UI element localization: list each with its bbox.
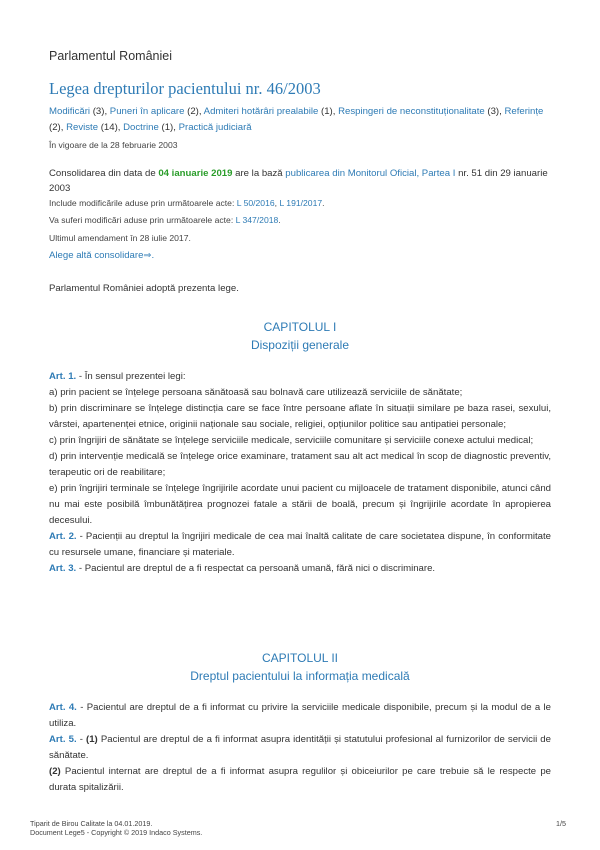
adoption-statement: Parlamentul României adoptă prezenta lege. (49, 283, 239, 294)
letter-item: b) prin discriminare se înțelege distincția care se face între persoane aflate în situații similare pe baza rasei, sexului, vârstei, apartenenței etnice, originii naționale sau sociale, religiei, opțiunilor politice sau antipatiei personale; (49, 403, 551, 430)
letter-item: a) prin pacient se înțelege persoana sănătoasă sau bolnavă care utilizează serviciile de sănătate; (49, 387, 463, 398)
link-respingeri[interactable]: Respingeri de neconstituționalitate (338, 106, 485, 117)
letter-item: e) prin îngrijiri terminale se înțelege îngrijirile acordate unui pacient cu mijloacele de tratament disponibile, atunci când nu mai este posibilă îmbunătățirea prognozei fatale a stării de boală, precum și îngrijirile acordate în apropierea decesului. (49, 483, 551, 526)
link-l-347-2018[interactable]: L 347/2018 (235, 215, 279, 225)
article-4: Art. 4. - Pacientul are dreptul de a fi informat cu privire la serviciile medicale disponibile, precum și la modul de a le utiliza. (49, 702, 551, 729)
article-link[interactable]: Art. 1. (49, 371, 77, 382)
letter-item: c) prin îngrijiri de sănătate se înțelege serviciile medicale, serviciile comunitare și serviciile conexe actului medical; (49, 435, 534, 446)
included-amendments: Include modificările aduse prin următoarele acte: L 50/2016, L 191/2017. (49, 198, 325, 208)
chapter-number: CAPITOLUL I (263, 320, 337, 334)
article-5: Art. 5. - (1) Pacientul are dreptul de a fi informat asupra identității și statutului profesional al furnizorilor de servicii de sănătate. (49, 734, 551, 761)
link-l-191-2017[interactable]: L 191/2017 (279, 198, 323, 208)
page-number: 1/5 (556, 819, 566, 828)
article-link[interactable]: Art. 3. (49, 563, 77, 574)
print-info: Tiparit de Birou Calitate la 04.01.2019. (30, 819, 153, 828)
link-modificari[interactable]: Modificări (49, 106, 91, 117)
link-referinte[interactable]: Referințe (504, 106, 544, 117)
link-puneri-in-aplicare[interactable]: Puneri în aplicare (109, 106, 185, 117)
chapter-heading (49, 651, 551, 683)
article-1: Art. 1. - În sensul prezentei legi: (49, 371, 186, 382)
future-amendments: Va suferi modificări aduse prin următoarele acte: L 347/2018. (49, 215, 281, 225)
link-monitorul-oficial[interactable]: publicarea din Monitorul Oficial, Partea I (285, 168, 456, 179)
last-amendment: Ultimul amendament în 28 iulie 2017. (49, 233, 191, 243)
article-2: Art. 2. - Pacienții au dreptul la îngrijiri medicale de cea mai înaltă calitate de care societatea dispune, în conformitate cu resursele umane, financiare și materiale. (49, 531, 551, 558)
choose-consolidation-link[interactable]: Alege altă consolidare⇒. (49, 250, 155, 261)
link-l-50-2016[interactable]: L 50/2016 (236, 198, 275, 208)
chapter-name: Dreptul pacientului la informația medicală (190, 669, 410, 683)
link-practica-judiciara[interactable]: Practică judiciară (178, 122, 252, 133)
consolidation-info: Consolidarea din data de 04 ianuarie 2019 are la bază publicarea din Monitorul Oficial, Partea I nr. 51 din 29 ianuarie 2003 (49, 168, 548, 194)
link-admiteri[interactable]: Admiteri hotărâri prealabile (203, 106, 319, 117)
article-link[interactable]: Art. 5. (49, 734, 77, 745)
consolidation-date: 04 ianuarie 2019 (158, 168, 233, 179)
copyright: Document Lege5 - Copyright © 2019 Indaco Systems. (30, 828, 203, 837)
chapter-name: Dispoziții generale (250, 338, 350, 352)
link-doctrine[interactable]: Doctrine (123, 122, 159, 133)
letter-item: d) prin intervenție medicală se înțelege orice examinare, tratament sau alt act medical în scop de diagnostic preventiv, terapeutic ori de reabilitare; (49, 451, 551, 478)
chapter-heading (49, 320, 551, 352)
footer-info (30, 819, 202, 837)
article-3: Art. 3. - Pacientul are dreptul de a fi respectat ca persoană umană, fără nici o discriminare. (49, 563, 436, 574)
article-link[interactable]: Art. 2. (49, 531, 77, 542)
chapter-2-body (49, 700, 551, 796)
link-reviste[interactable]: Reviste (66, 122, 99, 133)
chapter-1-body (49, 369, 551, 577)
paragraph: (2) Pacientul internat are dreptul de a fi informat asupra regulilor și obiceiurilor pe care trebuie să le respecte pe durata spitalizării. (49, 766, 551, 793)
related-links: Modificări (3), Puneri în aplicare (2), Admiteri hotărâri prealabile (1), Respingeri de neconstituționalitate (3), Referințe (2), Reviste (14), Doctrine (1), Practică judiciară (49, 106, 544, 133)
in-force-date: În vigoare de la 28 februarie 2003 (49, 140, 178, 150)
chapter-number: CAPITOLUL II (261, 651, 339, 665)
issuer: Parlamentul României (49, 49, 172, 63)
article-link[interactable]: Art. 4. (49, 702, 77, 713)
document-title: Legea drepturilor pacientului nr. 46/2003 (49, 79, 321, 98)
